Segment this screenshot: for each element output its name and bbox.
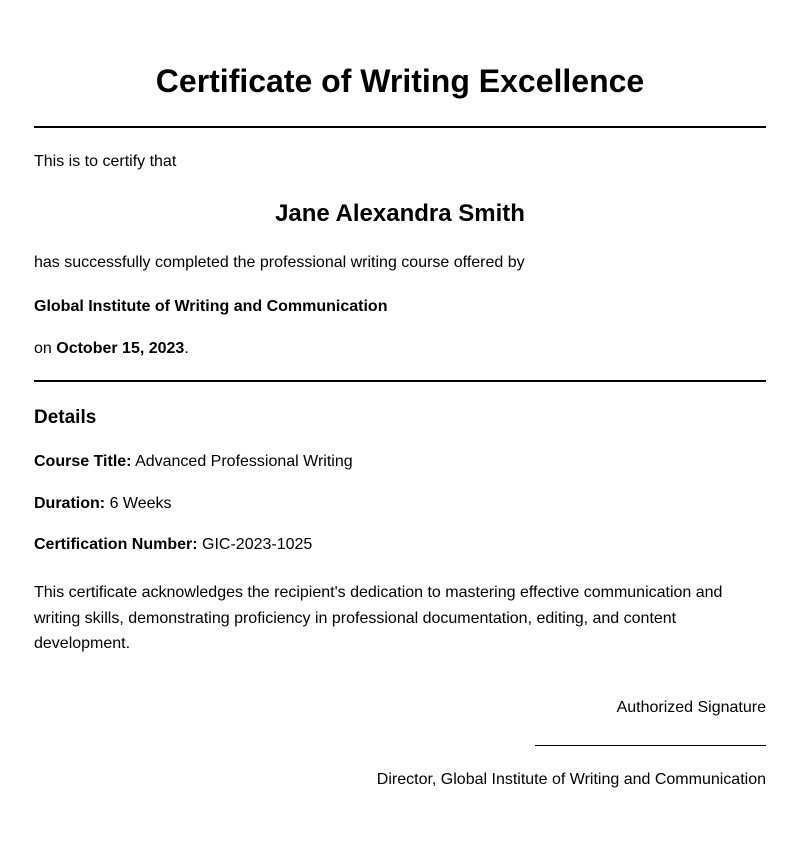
duration-value: 6 Weeks (109, 495, 172, 512)
certification-number-value: GIC-2023-1025 (202, 536, 313, 553)
course-title-label: Course Title: (34, 453, 132, 470)
course-title-value: Advanced Professional Writing (135, 453, 353, 470)
authorized-signature-label: Authorized Signature (616, 699, 766, 716)
date-prefix: on (34, 340, 57, 357)
top-divider (34, 126, 766, 128)
details-heading: Details (34, 407, 97, 428)
certify-intro: This is to certify that (34, 153, 177, 170)
certification-number-row (34, 535, 312, 555)
course-title-row (34, 452, 353, 472)
completion-date: October 15, 2023 (56, 340, 185, 357)
recipient-name: Jane Alexandra Smith (275, 200, 525, 227)
signatory-title: Director, Global Institute of Writing and Communication (376, 771, 766, 788)
duration-label: Duration: (34, 495, 106, 512)
completion-statement: has successfully completed the professional writing course offered by (34, 254, 525, 271)
duration-row (34, 494, 172, 514)
completion-date-line (34, 339, 189, 359)
institute-name: Global Institute of Writing and Communication (34, 298, 388, 315)
acknowledgement-statement: This certificate acknowledges the recipient's dedication to mastering effective communication and writing skills, demonstrating proficiency in professional documentation, editing, and content development. (34, 584, 723, 652)
signature-line (535, 745, 766, 746)
certification-number-label: Certification Number: (34, 536, 198, 553)
middle-divider (34, 380, 766, 382)
date-suffix: . (184, 340, 189, 357)
certificate-title: Certificate of Writing Excellence (155, 63, 645, 99)
